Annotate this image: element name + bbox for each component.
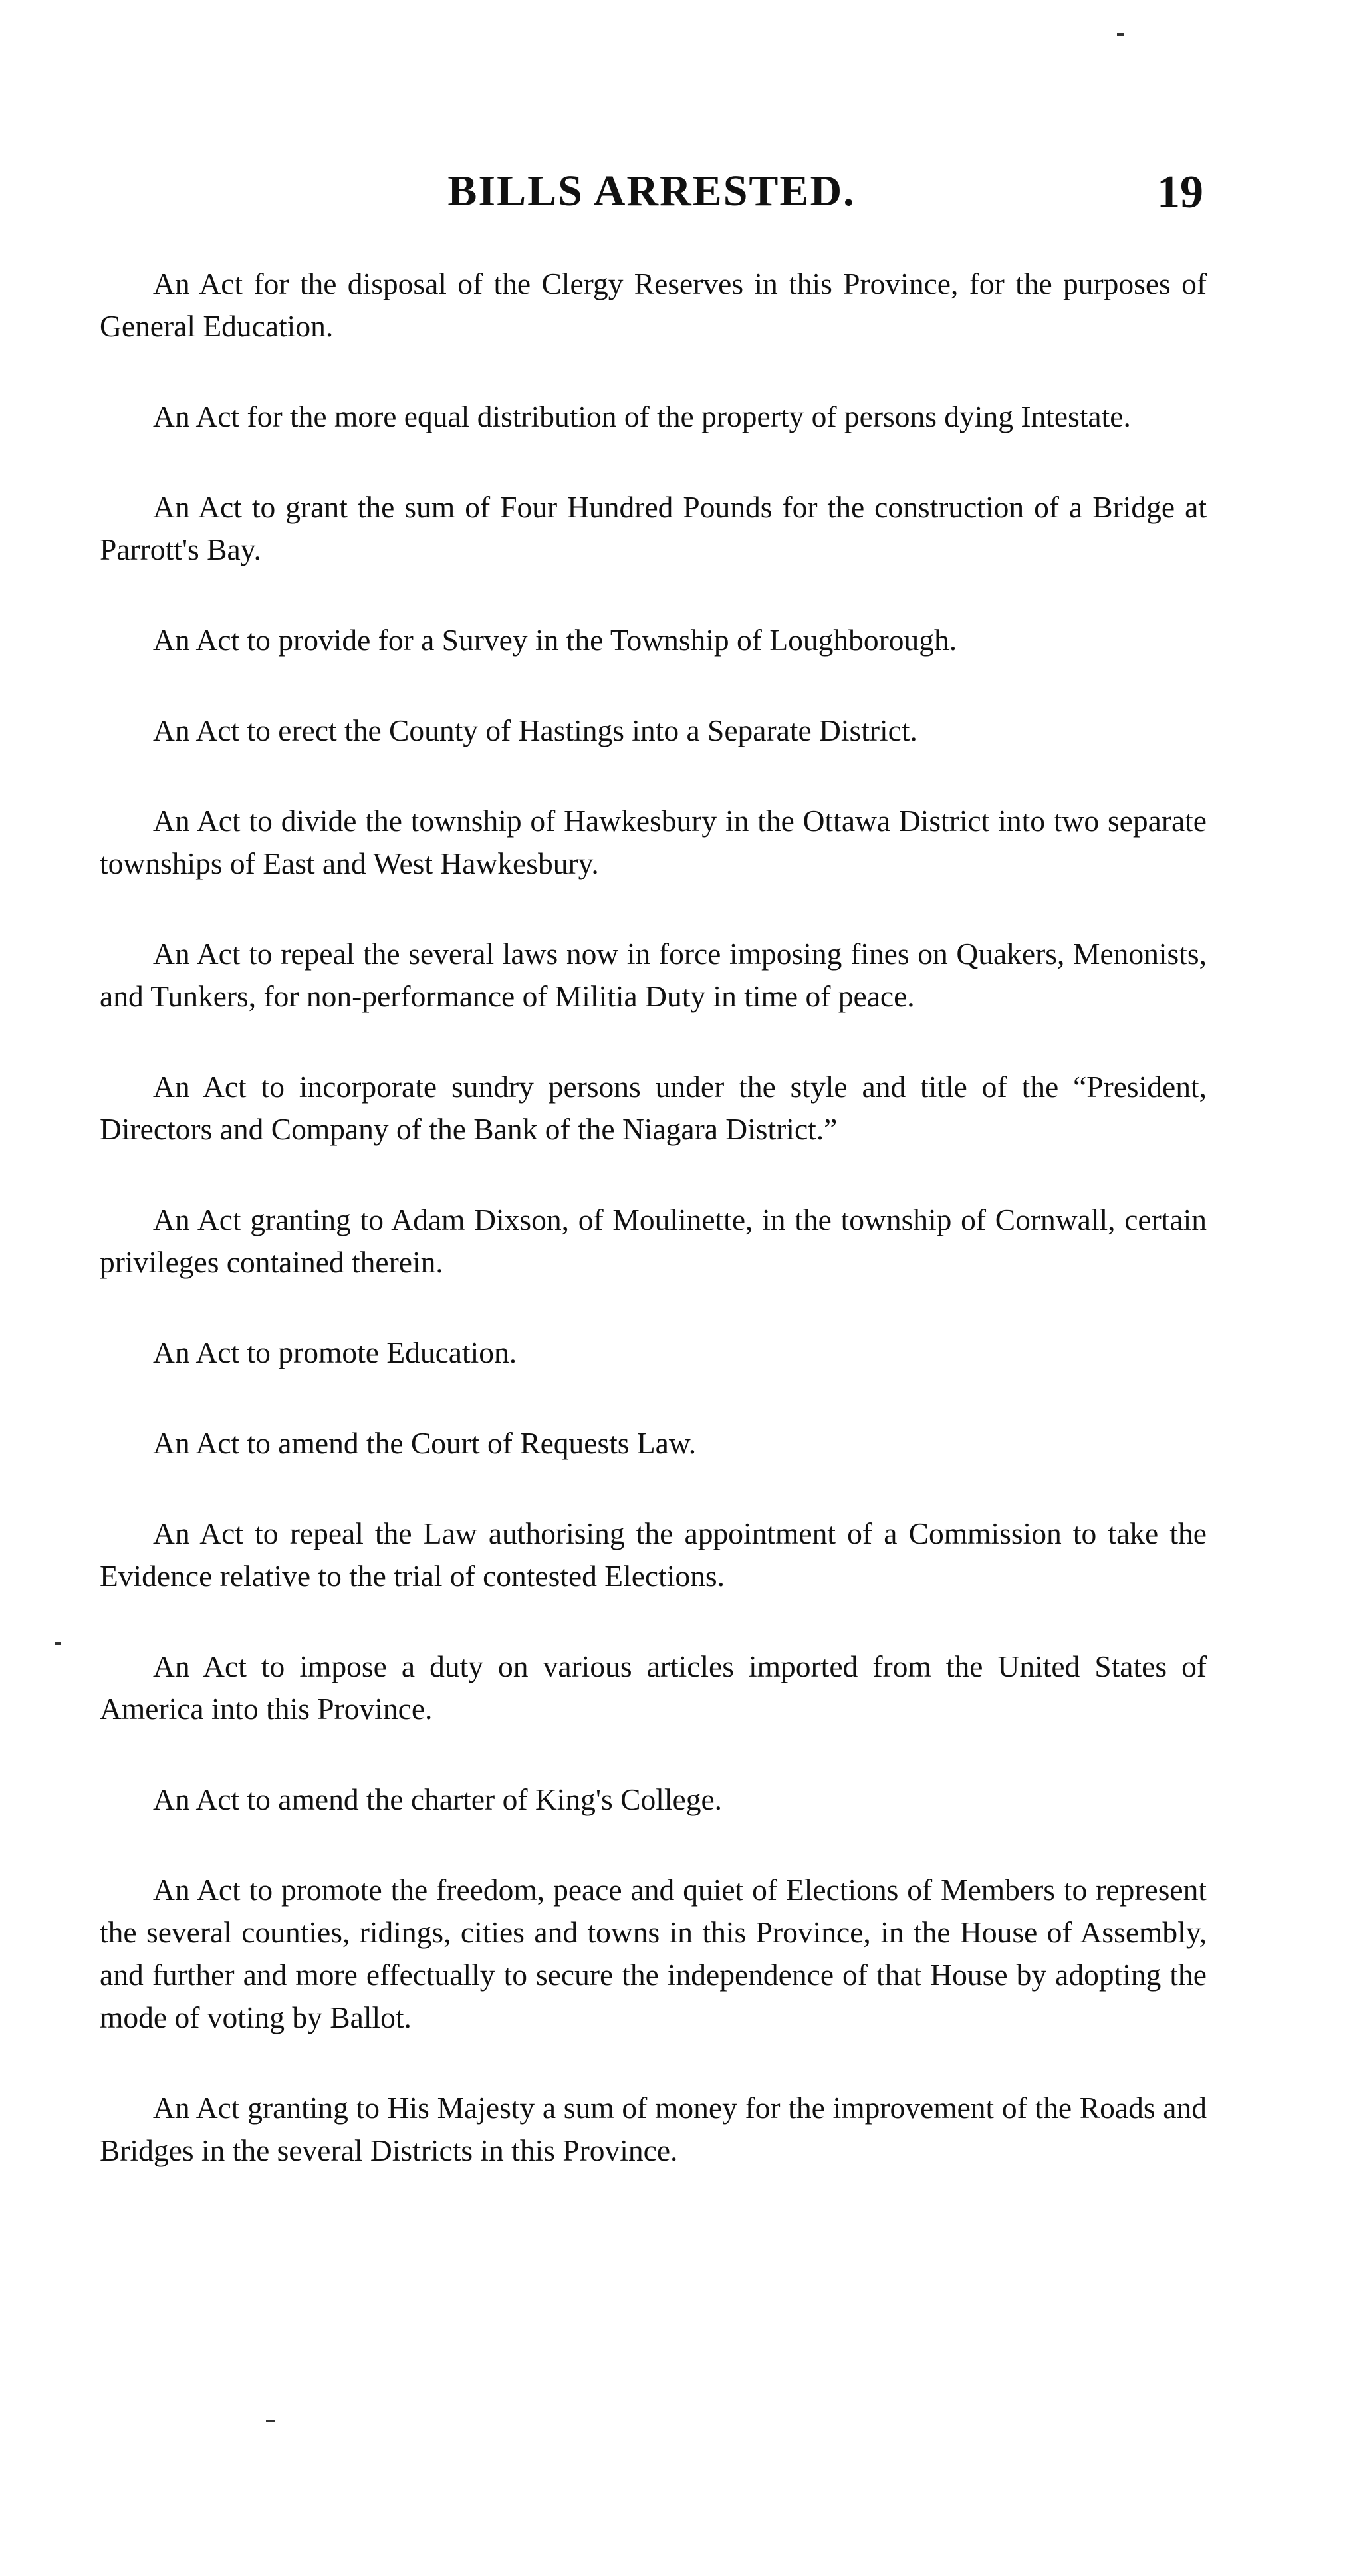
bill-entry: An Act for the more equal distribution of the property of persons dying Intestate. [153,400,1131,433]
bill-entry: An Act for the disposal of the Clergy Reserves in this Province, for the purposes of General Education. [100,267,1207,343]
page-header [100,166,1203,226]
bill-entry: An Act to promote Education. [153,1336,517,1369]
bill-entry: An Act to repeal the Law authorising the appointment of a Commission to take the Evidence relative to the trial of contested Elections. [100,1516,1207,1593]
bill-entry: An Act to impose a duty on various articles imported from the United States of America into this Province. [100,1649,1207,1726]
bill-entry: An Act to divide the township of Hawkesbury in the Ottawa District into two separate townships of East and West Hawkesbury. [100,804,1207,880]
bill-entry: An Act to provide for a Survey in the Township of Loughborough. [153,623,957,657]
bill-entry: An Act to grant the sum of Four Hundred Pounds for the construction of a Bridge at Parrott's Bay. [100,490,1207,566]
print-speck [266,2420,275,2422]
print-speck [55,1642,61,1645]
bill-entry: An Act to amend the Court of Requests Law. [153,1426,697,1460]
bill-entry: An Act to repeal the several laws now in force imposing fines on Quakers, Menonists, and Tunkers, for non-performance of Militia Duty in time of peace. [100,937,1207,1013]
bill-entry: An Act to erect the County of Hastings into a Separate District. [153,713,917,747]
print-speck [1117,33,1124,36]
bill-entry: An Act granting to Adam Dixson, of Moulinette, in the township of Cornwall, certain privileges contained therein. [100,1203,1207,1279]
bill-entry: An Act to incorporate sundry persons under the style and title of the “President, Directors and Company of the Bank of the Niagara District.” [100,1070,1207,1146]
bill-entry: An Act to promote the freedom, peace and quiet of Elections of Members to represent the several counties, ridings, cities and towns in this Province, in the House of Assembly, and further and more effectually to secure the independence of that House by adopting the mode of voting by Ballot. [100,1873,1207,2034]
running-head: BILLS ARRESTED. [447,167,856,215]
bill-list [100,263,1207,2220]
bill-entry: An Act granting to His Majesty a sum of money for the improvement of the Roads and Bridges in the several Districts in this Province. [100,2091,1207,2167]
page-number: 19 [1157,167,1203,218]
bill-entry: An Act to amend the charter of King's College. [153,1782,723,1816]
